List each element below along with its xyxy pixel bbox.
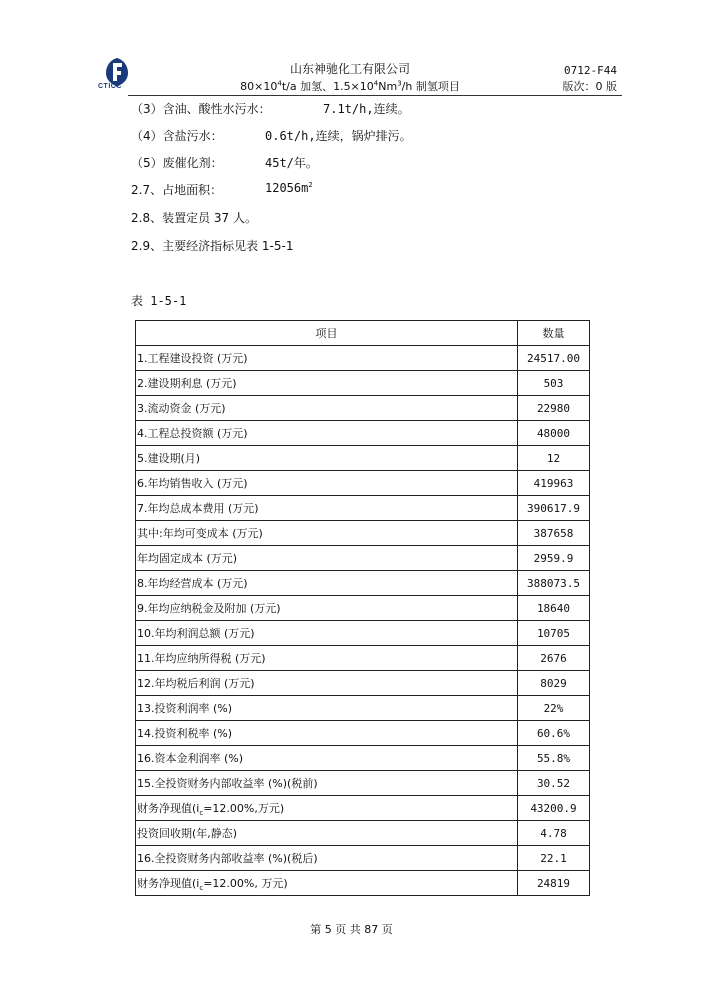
row-value: 30.52 — [518, 771, 590, 796]
row-label: 5.建设期(月) — [136, 446, 518, 471]
table-caption: 表 1-5-1 — [131, 294, 187, 308]
table-row — [136, 796, 590, 821]
list-item-label: 2.8、装置定员 37 人。 — [131, 211, 257, 225]
table-row — [136, 521, 590, 546]
row-label: 15.全投资财务内部收益率 (%)(税前) — [136, 771, 518, 796]
row-label: 16.资本金利润率 (%) — [136, 746, 518, 771]
table-row — [136, 696, 590, 721]
row-label: 财务净现值($i_c=12.00\%$, 万元) — [136, 871, 518, 896]
row-value: 24517.00 — [518, 346, 590, 371]
list-item-label: （5）废催化剂： — [131, 156, 223, 170]
row-value: 60.6% — [518, 721, 590, 746]
row-value: 387658 — [518, 521, 590, 546]
list-item — [131, 237, 293, 254]
list-item — [131, 100, 410, 117]
header-divider — [128, 95, 622, 96]
project-title: $80\times 10^4t/a$ 加氢、$1.5\times 10^4Nm^3/h$ 制氢项目 — [240, 79, 460, 93]
list-item-label: （4）含盐污水： — [131, 129, 223, 143]
table-row — [136, 371, 590, 396]
table-row — [136, 721, 590, 746]
row-label: 6.年均销售收入 (万元) — [136, 471, 518, 496]
list-item-value: 7.1t/h,连续。 — [323, 102, 410, 116]
row-label: 7.年均总成本费用 (万元) — [136, 496, 518, 521]
row-value: 8029 — [518, 671, 590, 696]
table-row — [136, 846, 590, 871]
row-label: 年均固定成本 (万元) — [136, 546, 518, 571]
table-row — [136, 571, 590, 596]
row-label: 1.工程建设投资 (万元) — [136, 346, 518, 371]
row-label: 13.投资利润率 (%) — [136, 696, 518, 721]
row-value: 55.8% — [518, 746, 590, 771]
row-value: 2959.9 — [518, 546, 590, 571]
row-label: 14.投资利税率 (%) — [136, 721, 518, 746]
table-row — [136, 446, 590, 471]
row-label: 投资回收期(年,静态) — [136, 821, 518, 846]
table-row — [136, 596, 590, 621]
column-header-quantity: 数量 — [518, 321, 590, 346]
list-item-label: 2.7、占地面积： — [131, 183, 223, 197]
column-header-item: 项目 — [136, 321, 518, 346]
document-version: 版次：0 版 — [562, 80, 617, 93]
row-value: 24819 — [518, 871, 590, 896]
row-label: 11.年均应纳所得税 (万元) — [136, 646, 518, 671]
page-number: 第 5 页 共 87 页 — [310, 923, 393, 936]
row-value: 22% — [518, 696, 590, 721]
table-row — [136, 621, 590, 646]
table-row — [136, 546, 590, 571]
row-value: 48000 — [518, 421, 590, 446]
row-value: 22980 — [518, 396, 590, 421]
table-row — [136, 396, 590, 421]
row-label: 9.年均应纳税金及附加 (万元) — [136, 596, 518, 621]
list-item-value: 0.6t/h,连续，锅炉排污。 — [265, 129, 412, 143]
row-label: 3.流动资金 (万元) — [136, 396, 518, 421]
list-item — [131, 154, 318, 171]
list-item — [131, 181, 313, 198]
list-item-value: 45t/年。 — [265, 156, 318, 170]
row-label: 财务净现值($i_c=12.00\%$,万元) — [136, 796, 518, 821]
row-value: 22.1 — [518, 846, 590, 871]
table-row — [136, 871, 590, 896]
row-value: 4.78 — [518, 821, 590, 846]
table-header-row — [136, 321, 590, 346]
table-row — [136, 646, 590, 671]
row-label: 4.工程总投资额 (万元) — [136, 421, 518, 446]
row-value: 18640 — [518, 596, 590, 621]
table-row — [136, 821, 590, 846]
list-item — [131, 127, 412, 144]
table-row — [136, 346, 590, 371]
row-label: 12.年均税后利润 (万元) — [136, 671, 518, 696]
row-label: 10.年均利润总额 (万元) — [136, 621, 518, 646]
row-value: 12 — [518, 446, 590, 471]
row-value: 503 — [518, 371, 590, 396]
table-row — [136, 496, 590, 521]
row-value: 419963 — [518, 471, 590, 496]
economic-indicators-table — [135, 320, 590, 896]
row-value: 388073.5 — [518, 571, 590, 596]
list-item-label: （3）含油、酸性水污水： — [131, 102, 271, 116]
row-label: 8.年均经营成本 (万元) — [136, 571, 518, 596]
row-label: 16.全投资财务内部收益率 (%)(税后) — [136, 846, 518, 871]
company-name: 山东神驰化工有限公司 — [289, 62, 410, 76]
table-row — [136, 771, 590, 796]
row-label: 2.建设期利息 (万元) — [136, 371, 518, 396]
table-row — [136, 471, 590, 496]
list-item-value: $12056m^2$ — [265, 181, 313, 195]
row-label: 其中:年均可变成本 (万元) — [136, 521, 518, 546]
row-value: 2676 — [518, 646, 590, 671]
row-value: 10705 — [518, 621, 590, 646]
logo-text: CTICC — [98, 83, 122, 90]
table-row — [136, 671, 590, 696]
document-code: 0712-F44 — [564, 64, 617, 77]
table-row — [136, 746, 590, 771]
list-item-label: 2.9、主要经济指标见表 1-5-1 — [131, 239, 294, 253]
row-value: 43200.9 — [518, 796, 590, 821]
list-item — [131, 209, 257, 226]
row-value: 390617.9 — [518, 496, 590, 521]
table-row — [136, 421, 590, 446]
